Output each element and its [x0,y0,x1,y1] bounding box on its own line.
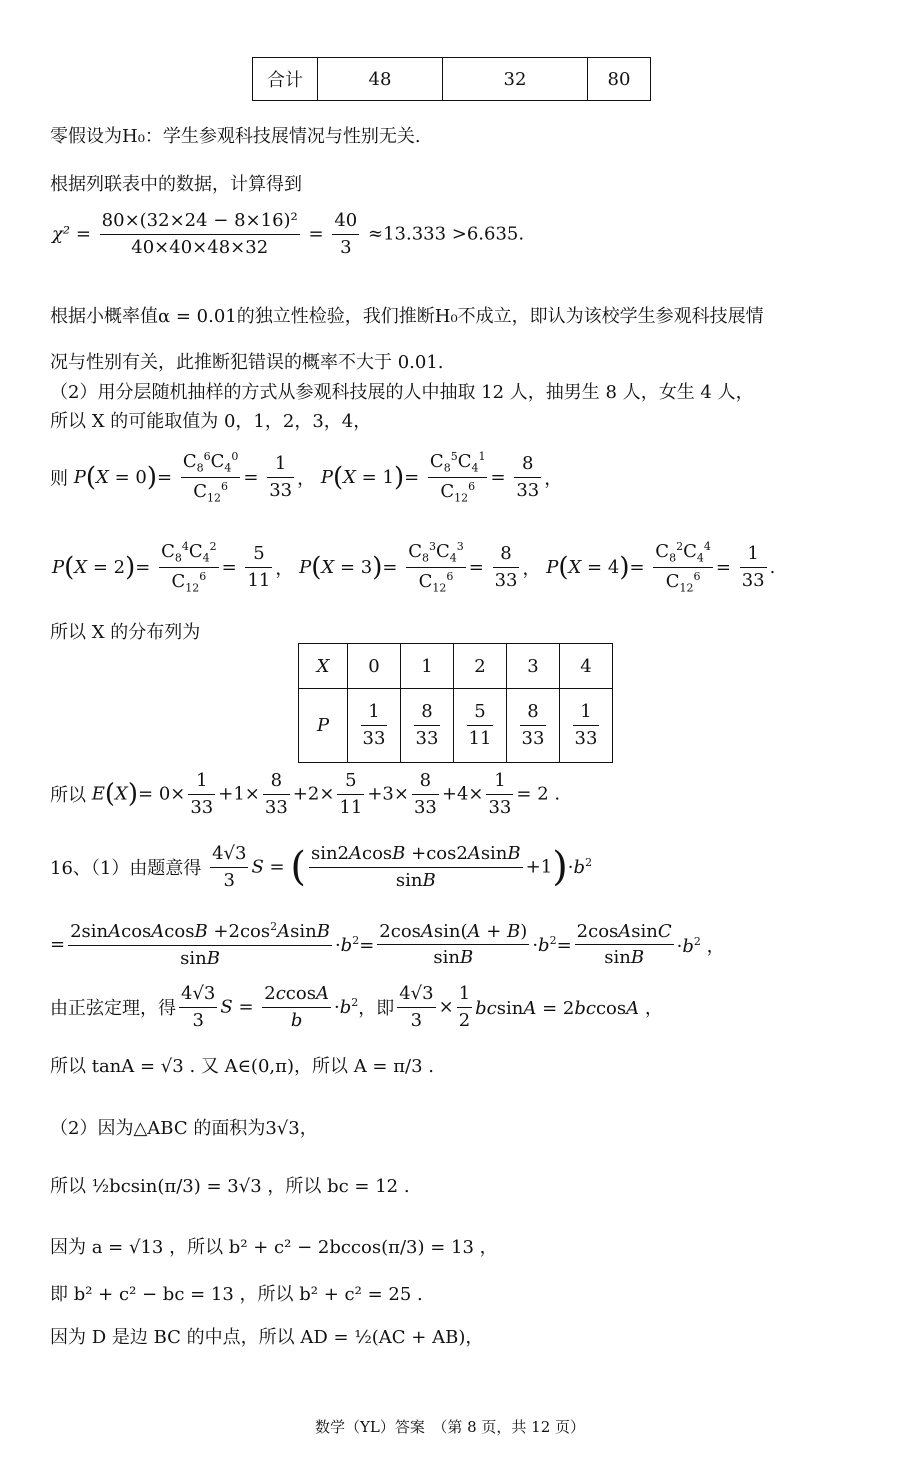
chi-lhs: χ² = [52,223,91,245]
chi-denominator: 40×40×48×32 [131,236,269,258]
part2-line-2: 所以 X 的可能取值为 0，1，2，3，4， [50,411,372,432]
total-cell: 80 [588,58,651,101]
p16-line-2: = $\frac{2sinAcosAcosB +2\cos^2AsinB}{\sin B}$ $\cdot b^2=$ $\frac{\text{2cosAsin(A + B)}}{\sin B}$ $\cdot b^2=$ $\frac{\text{2cosAsinC}}{\sin B}$ $\cdot b^2$ ， [50,920,725,969]
chi-square-formula: χ² = $\frac{\text{80×(32×24 − 8×16)²}}{40\times 40\times 48\times 32}$ = $\frac{40}{3}$ ≈13.333 >6.635. [52,210,525,258]
distribution-intro: 所以 X 的分布列为 [50,622,201,643]
chi-numerator: 80×(32×24 − 8×16)² [100,210,300,235]
conclusion-line-2: 况与性别有关，此推断犯错误的概率不大于 0.01. [50,352,444,373]
x-value: 0 [348,644,401,689]
x-value: 2 [454,644,507,689]
x-value: 3 [507,644,560,689]
total-label: 合计 [253,58,318,101]
p16-part2-intro: （2）因为△ABC 的面积为3√3， [50,1118,318,1139]
sum-line: 即 b² + c² − bc = 13 ，所以 b² + c² = 25 . [50,1284,423,1305]
p-value: $\frac{1}{33}$ [560,689,613,763]
total-cell: 48 [318,58,443,101]
row-p-label: P [299,689,348,763]
page-footer: 数学（YL）答案 （第 8 页，共 12 页） [314,1418,586,1436]
calc-intro: 根据列联表中的数据，计算得到 [50,174,302,195]
total-row-table [252,57,651,101]
a-line: 因为 a = √13 ，所以 b² + c² − 2bccos(π/3) = 13 ， [50,1237,498,1258]
chi-fraction-2: $\frac{40}{3}$ [334,210,358,258]
chi-fraction [100,210,300,258]
tan-line: 所以 tanA = √3 . 又 A∈(0,π)，所以 A = π/3 . [50,1056,435,1077]
x-value: 4 [560,644,613,689]
p-value: $\frac{8}{33}$ [401,689,454,763]
probability-line-2: P(X = 2)= $\frac{C_8^4C_4^2}{C_{12}^6}$ = $\frac{5}{11}$ ， P(X = 3)= $\frac{C_8^3C_4^3}{C_{12}^6}$ = $\frac{8}{33}$ ， P(X = 4)= $\frac{C_8^2C_4^4}{C_{12}^6}$ = $\frac{1}{33}$ . [52,540,776,595]
expectation-line: 所以 E(X)= 0× $\frac{1}{33}$ +1× $\frac{8}{33}$ +2× $\frac{5}{11}$ +3× $\frac{8}{33}$ +4× $\frac{1}{33}$ = 2 . [50,770,561,818]
p-value: $\frac{1}{33}$ [348,689,401,763]
midpoint-line: 因为 D 是边 BC 的中点，所以 AD = ½(AC + AB)， [50,1327,484,1348]
null-hypothesis: 零假设为H₀：学生参观科技展情况与性别无关. [50,126,421,147]
part2-line-1: （2）用分层随机抽样的方式从参观科技展的人中抽取 12 人，抽男生 8 人，女生 4 人， [50,382,754,403]
p16-line-1: 16、（1）由题意得 $\frac{4√3}{3}$ S = ( $\frac{\sin 2AcosB +\cos 2AsinB}{\sin B}$ $+1)\cdot b^2$ [50,843,593,891]
total-cell: 32 [443,58,588,101]
bc-line: 所以 ½bcsin(π/3) = 3√3 ，所以 bc = 12 . [50,1176,410,1197]
row-x-label: X [299,644,348,689]
sine-law-line: 由正弦定理，得 $\frac{4√3}{3}$ S = $\frac{2ccosA}{b}$ $\cdot b^2$，即 $\frac{4√3}{3}$ × $\frac{1}{2}$ bcsinA = 2bccosA ， [50,983,663,1031]
conclusion-line-1: 根据小概率值α = 0.01的独立性检验，我们推断H₀不成立，即认为该校学生参观科技展情 [50,306,764,327]
distribution-table [298,643,613,763]
p16-label: 16、（1）由题意得 [50,858,202,880]
p-value: $\frac{5}{11}$ [454,689,507,763]
probability-line-1: 则 P(X = 0)= $\frac{C_8^6C_4^0}{C_{12}^6}$ = $\frac{1}{33}$ ， P(X = 1)= $\frac{C_8^5C_4^1}{C_{12}^6}$ = $\frac{8}{33}$ ， [50,450,563,505]
chi-rhs: ≈13.333 >6.635. [367,223,525,245]
x-value: 1 [401,644,454,689]
p-value: $\frac{8}{33}$ [507,689,560,763]
